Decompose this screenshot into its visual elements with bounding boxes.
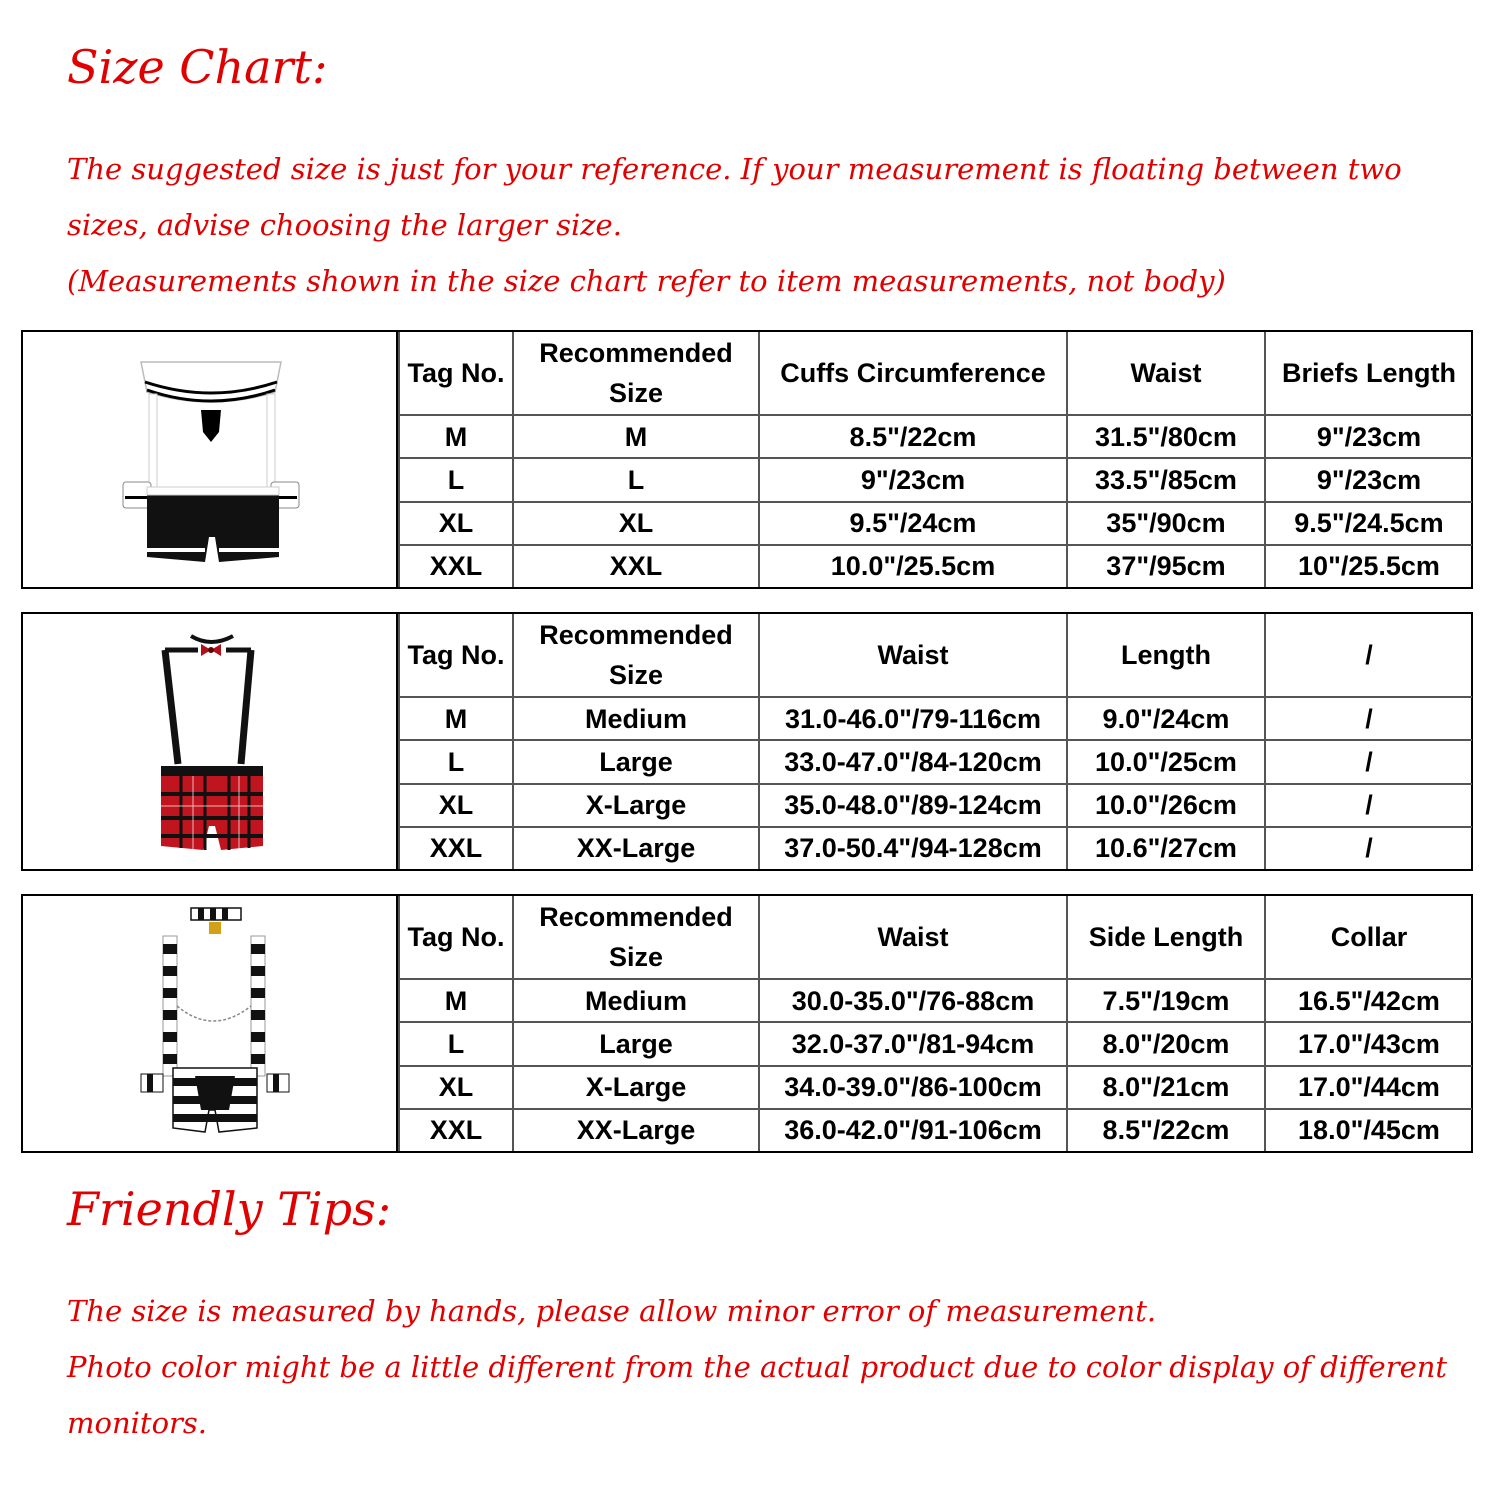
table-cell: 35"/90cm [1067,502,1265,545]
table-cell: / [1265,784,1472,827]
table-row [399,545,1472,587]
header-cell: / [1265,614,1472,697]
table-header-row [399,614,1472,697]
table-cell: XL [399,784,513,827]
table-header-row [399,896,1472,979]
table-cell: M [399,697,513,740]
size-table-2 [21,612,1473,871]
table-cell: / [1265,697,1472,740]
striped-set-icon [23,896,398,1151]
header-cell: Tag No. [399,896,513,979]
tips-text [67,1283,1487,1451]
table-cell: / [1265,827,1472,869]
header-cell: Waist [759,896,1067,979]
table-cell: 17.0"/43cm [1265,1022,1472,1065]
table-cell: X-Large [513,784,759,827]
table-cell: M [399,415,513,458]
table-cell: 10"/25.5cm [1265,545,1472,587]
size-chart-title: Size Chart: [67,40,328,94]
product-image-plaid-set [23,614,398,869]
table-cell: 16.5"/42cm [1265,979,1472,1022]
table-cell: 31.0-46.0"/79-116cm [759,697,1067,740]
table-cell: 8.5"/22cm [1067,1109,1265,1151]
table-row [399,697,1472,740]
table-cell: M [399,979,513,1022]
table-cell: XXL [513,545,759,587]
table-row [399,740,1472,783]
table-cell: 10.0"/25cm [1067,740,1265,783]
table-cell: 9"/23cm [1265,458,1472,501]
size-table-grid [398,896,1472,1151]
table-cell: XXL [399,827,513,869]
table-cell: 17.0"/44cm [1265,1066,1472,1109]
table-row [399,784,1472,827]
table-cell: 8.0"/20cm [1067,1022,1265,1065]
table-cell: 33.5"/85cm [1067,458,1265,501]
table-cell: 8.0"/21cm [1067,1066,1265,1109]
table-row [399,415,1472,458]
size-table-1 [21,330,1473,589]
table-cell: 10.6"/27cm [1067,827,1265,869]
intro-line: (Measurements shown in the size chart refer to item measurements, not body) [67,264,1226,298]
tip-line: Photo color might be a little different from the actual product due to color display of different monitors. [67,1350,1448,1440]
table-cell: Medium [513,979,759,1022]
table-row [399,1109,1472,1151]
header-cell: Recommended Size [513,896,759,979]
size-table-3 [21,894,1473,1153]
table-cell: 37"/95cm [1067,545,1265,587]
table-cell: 33.0-47.0"/84-120cm [759,740,1067,783]
table-cell: Medium [513,697,759,740]
table-cell: 9.0"/24cm [1067,697,1265,740]
table-cell: 37.0-50.4"/94-128cm [759,827,1067,869]
table-cell: 8.5"/22cm [759,415,1067,458]
size-table-grid [398,332,1472,587]
table-cell: 10.0"/26cm [1067,784,1265,827]
table-row [399,1066,1472,1109]
table-cell: XX-Large [513,1109,759,1151]
sailor-set-icon [23,332,398,587]
table-cell: Large [513,1022,759,1065]
intro-text [67,141,1487,309]
table-cell: XXL [399,545,513,587]
header-cell: Tag No. [399,332,513,415]
table-cell: 18.0"/45cm [1265,1109,1472,1151]
header-cell: Cuffs Circumference [759,332,1067,415]
table-cell: 10.0"/25.5cm [759,545,1067,587]
header-cell: Side Length [1067,896,1265,979]
header-cell: Briefs Length [1265,332,1472,415]
table-cell: 36.0-42.0"/91-106cm [759,1109,1067,1151]
friendly-tips-title: Friendly Tips: [67,1182,392,1236]
tip-line: The size is measured by hands, please allow minor error of measurement. [67,1294,1157,1328]
table-cell: XX-Large [513,827,759,869]
table-row [399,502,1472,545]
table-cell: L [399,740,513,783]
table-cell: / [1265,740,1472,783]
table-cell: 9.5"/24.5cm [1265,502,1472,545]
table-row [399,458,1472,501]
header-cell: Tag No. [399,614,513,697]
table-cell: M [513,415,759,458]
table-cell: 32.0-37.0"/81-94cm [759,1022,1067,1065]
table-header-row [399,332,1472,415]
table-cell: 31.5"/80cm [1067,415,1265,458]
header-cell: Recommended Size [513,614,759,697]
header-cell: Length [1067,614,1265,697]
table-cell: 30.0-35.0"/76-88cm [759,979,1067,1022]
size-table-grid [398,614,1472,869]
header-cell: Waist [759,614,1067,697]
header-cell: Recommended Size [513,332,759,415]
table-cell: XL [513,502,759,545]
table-cell: XL [399,502,513,545]
table-row [399,979,1472,1022]
table-cell: 7.5"/19cm [1067,979,1265,1022]
table-cell: XL [399,1066,513,1109]
header-cell: Collar [1265,896,1472,979]
table-cell: L [513,458,759,501]
table-cell: L [399,458,513,501]
table-cell: XXL [399,1109,513,1151]
table-cell: L [399,1022,513,1065]
intro-line: The suggested size is just for your reference. If your measurement is floating between two sizes, advise choosing the larger size. [67,152,1402,242]
table-cell: X-Large [513,1066,759,1109]
plaid-set-icon [23,614,398,869]
header-cell: Waist [1067,332,1265,415]
table-row [399,1022,1472,1065]
table-cell: Large [513,740,759,783]
product-image-sailor-set [23,332,398,587]
table-cell: 9"/23cm [1265,415,1472,458]
table-cell: 34.0-39.0"/86-100cm [759,1066,1067,1109]
table-cell: 35.0-48.0"/89-124cm [759,784,1067,827]
table-cell: 9.5"/24cm [759,502,1067,545]
product-image-striped-set [23,896,398,1151]
table-cell: 9"/23cm [759,458,1067,501]
table-row [399,827,1472,869]
